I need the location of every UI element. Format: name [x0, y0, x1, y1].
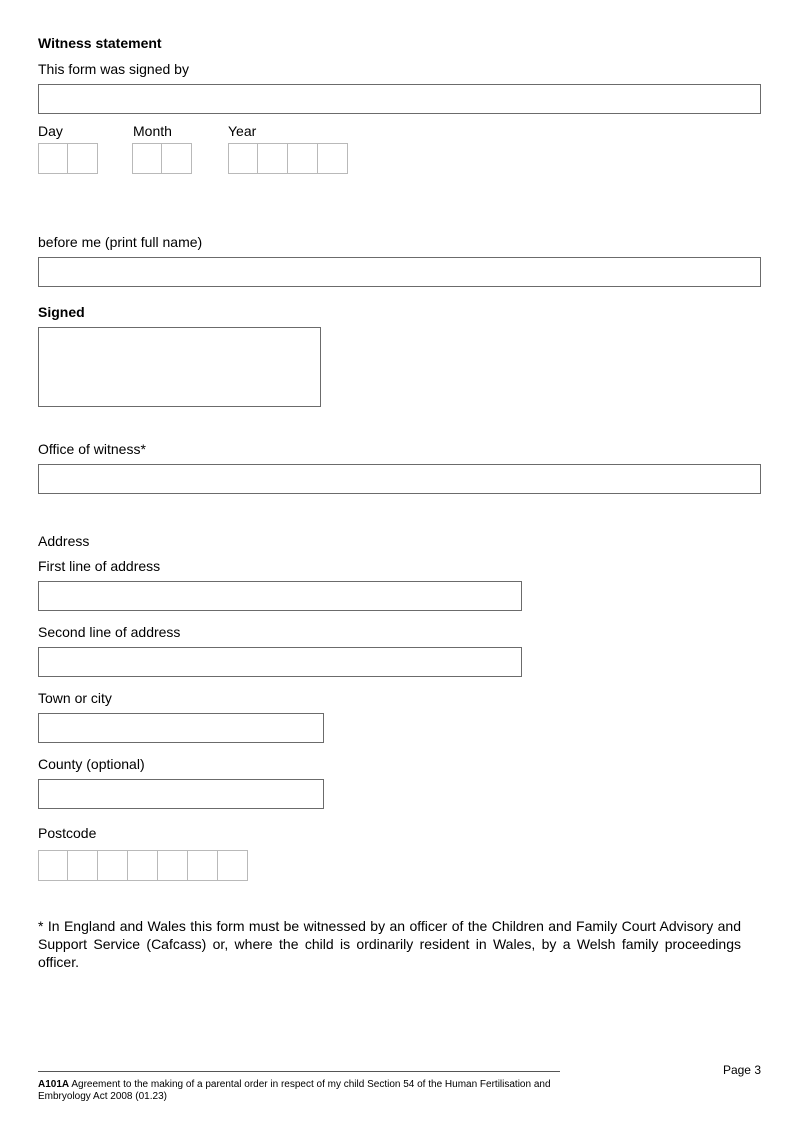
postcode-char-cell[interactable] — [98, 850, 128, 881]
footer-divider — [38, 1071, 560, 1072]
address-line1-label: First line of address — [38, 558, 161, 574]
postcode-char-cell[interactable] — [128, 850, 158, 881]
address-line1-input[interactable] — [38, 581, 522, 611]
page-number: Page 3 — [722, 1063, 761, 1077]
month-digit-cell[interactable] — [162, 143, 192, 174]
month-label: Month — [133, 123, 172, 139]
day-digit-cell[interactable] — [68, 143, 98, 174]
address-line2-label: Second line of address — [38, 624, 181, 640]
signed-label: Signed — [38, 304, 85, 320]
town-label: Town or city — [38, 690, 112, 706]
month-digit-cell[interactable] — [132, 143, 162, 174]
office-label: Office of witness* — [38, 441, 146, 457]
year-input[interactable] — [228, 143, 348, 174]
signature-box[interactable] — [38, 327, 321, 407]
postcode-char-cell[interactable] — [68, 850, 98, 881]
postcode-char-cell[interactable] — [218, 850, 248, 881]
form-title: Agreement to the making of a parental order in respect of my child Section 54 of the Human Fertilisation and Embryology Act 2008 (01.23) — [38, 1079, 551, 1102]
witness-footnote: * In England and Wales this form must be witnessed by an officer of the Children and Family Court Advisory and Support Service (Cafcass) or, where the child is ordinarily resident in Wales, by a Welsh family proceedings officer. — [38, 918, 741, 970]
office-input[interactable] — [38, 464, 761, 494]
section-heading: Witness statement — [38, 35, 162, 51]
postcode-label: Postcode — [38, 825, 97, 841]
signed-by-label: This form was signed by — [38, 61, 189, 77]
footer-form-info — [38, 1079, 598, 1103]
month-input[interactable] — [132, 143, 192, 174]
before-me-label: before me (print full name) — [38, 234, 203, 250]
form-code: A101A — [38, 1079, 70, 1090]
address-line2-input[interactable] — [38, 647, 522, 677]
day-input[interactable] — [38, 143, 98, 174]
postcode-char-cell[interactable] — [38, 850, 68, 881]
day-label: Day — [38, 123, 63, 139]
year-digit-cell[interactable] — [228, 143, 258, 174]
address-heading: Address — [38, 533, 90, 549]
county-label: County (optional) — [38, 756, 145, 772]
year-digit-cell[interactable] — [258, 143, 288, 174]
signed-by-input[interactable] — [38, 84, 761, 114]
year-digit-cell[interactable] — [288, 143, 318, 174]
day-digit-cell[interactable] — [38, 143, 68, 174]
town-input[interactable] — [38, 713, 324, 743]
postcode-char-cell[interactable] — [188, 850, 218, 881]
postcode-input[interactable] — [38, 850, 248, 881]
year-digit-cell[interactable] — [318, 143, 348, 174]
postcode-char-cell[interactable] — [158, 850, 188, 881]
witness-name-input[interactable] — [38, 257, 761, 287]
year-label: Year — [228, 123, 257, 139]
county-input[interactable] — [38, 779, 324, 809]
